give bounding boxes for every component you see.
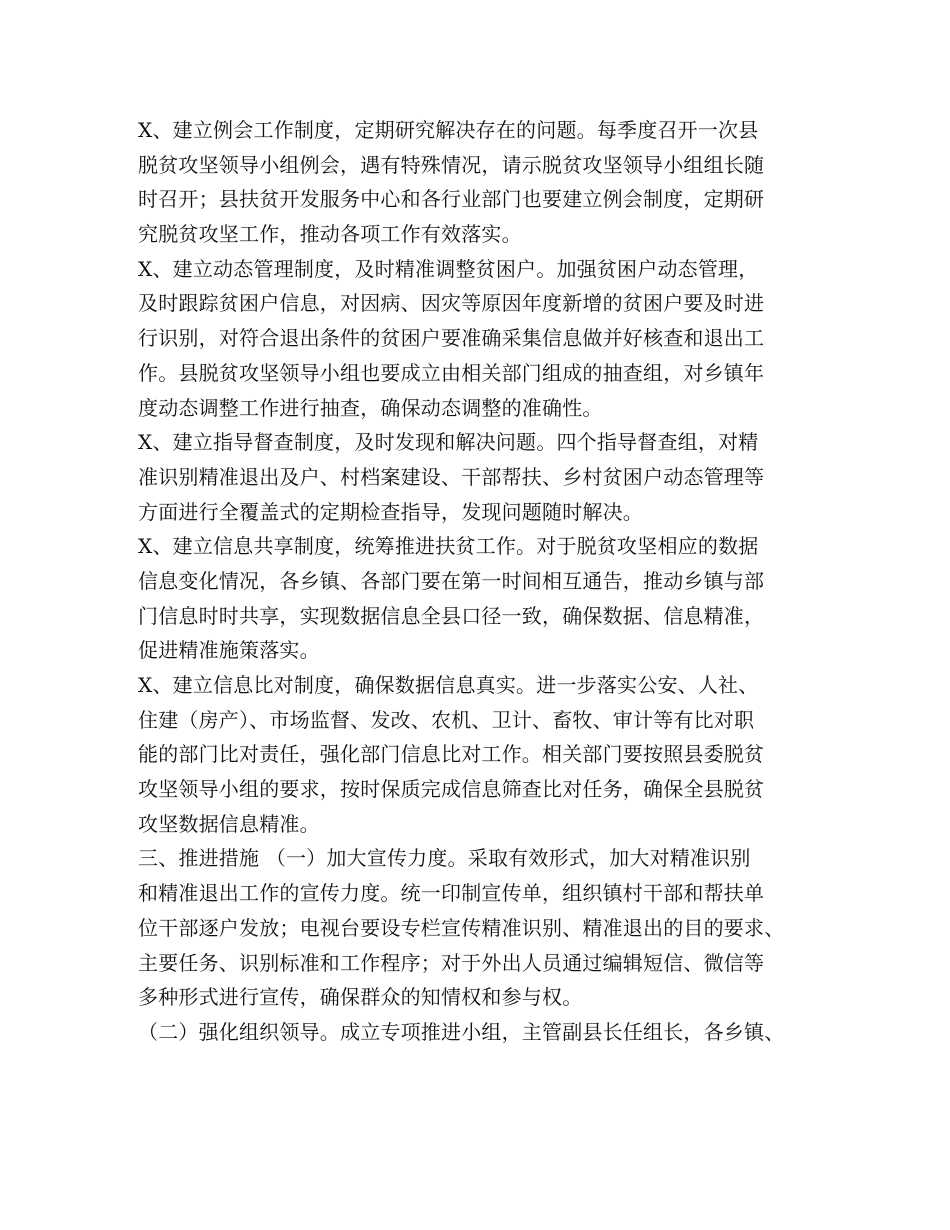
text-line: 和精准退出工作的宣传力度。统一印制宣传单，组织镇村干部和帮扶单 xyxy=(138,881,765,906)
text-line: （二）强化组织领导。成立专项推进小组，主管副县长任组长，各乡镇、 xyxy=(138,1019,785,1044)
text-line: X、建立例会工作制度，定期研究解决存在的问题。每季度召开一次县 xyxy=(138,118,759,142)
text-line: 多种形式进行宣传，确保群众的知情权和参与权。 xyxy=(138,985,583,1010)
text-line: 攻坚领导小组的要求，按时保质完成信息筛查比对任务，确保全县脱贫 xyxy=(138,777,765,802)
text-line: X、建立信息比对制度，确保数据信息真实。进一步落实公安、人社、 xyxy=(138,673,759,697)
text-line: 作。县脱贫攻坚领导小组也要成立由相关部门组成的抽查组，对乡镇年 xyxy=(138,360,765,385)
text-line: 究脱贫攻坚工作，推动各项工作有效落实。 xyxy=(138,222,522,247)
text-line: 主要任务、识别标准和工作程序；对于外出人员通过编辑短信、微信等 xyxy=(138,950,765,975)
text-line: 时召开；县扶贫开发服务中心和各行业部门也要建立例会制度，定期研 xyxy=(138,187,765,212)
text-line: 行识别，对符合退出条件的贫困户要准确采集信息做并好核查和退出工 xyxy=(138,326,765,351)
document-body xyxy=(138,113,838,1050)
text-line: 方面进行全覆盖式的定期检查指导，发现问题随时解决。 xyxy=(138,499,643,524)
text-line: 脱贫攻坚领导小组例会，遇有特殊情况，请示脱贫攻坚领导小组组长随 xyxy=(138,152,765,177)
text-line: 三、推进措施 （一）加大宣传力度。采取有效形式，加大对精准识别 xyxy=(138,846,751,871)
text-line: 位干部逐户发放；电视台要设专栏宣传精准识别、精准退出的目的要求、 xyxy=(138,915,785,940)
text-line: 住建（房产）、市场监督、发改、农机、卫计、畜牧、审计等有比对职 xyxy=(138,707,755,732)
text-line: 门信息时时共享，实现数据信息全县口径一致，确保数据、信息精准， xyxy=(138,603,765,628)
text-line: 促进精准施策落实。 xyxy=(138,638,320,663)
text-line: X、建立信息共享制度，统筹推进扶贫工作。对于脱贫攻坚相应的数据 xyxy=(138,534,759,559)
text-line: X、建立指导督查制度，及时发现和解决问题。四个指导督查组，对精 xyxy=(138,430,759,455)
text-line: 度动态调整工作进行抽查，确保动态调整的准确性。 xyxy=(138,395,603,420)
text-line: 能的部门比对责任，强化部门信息比对工作。相关部门要按照县委脱贫 xyxy=(138,742,765,767)
text-line: 及时跟踪贫困户信息，对因病、因灾等原因年度新增的贫困户要及时进 xyxy=(138,291,765,316)
text-line: 攻坚数据信息精准。 xyxy=(138,811,320,836)
text-line: X、建立动态管理制度，及时精准调整贫困户。加强贫困户动态管理， xyxy=(138,256,759,281)
text-line: 信息变化情况，各乡镇、各部门要在第一时间相互通告，推动乡镇与部 xyxy=(138,568,765,593)
text-line: 准识别精准退出及户、村档案建设、干部帮扶、乡村贫困户动态管理等 xyxy=(138,464,765,489)
